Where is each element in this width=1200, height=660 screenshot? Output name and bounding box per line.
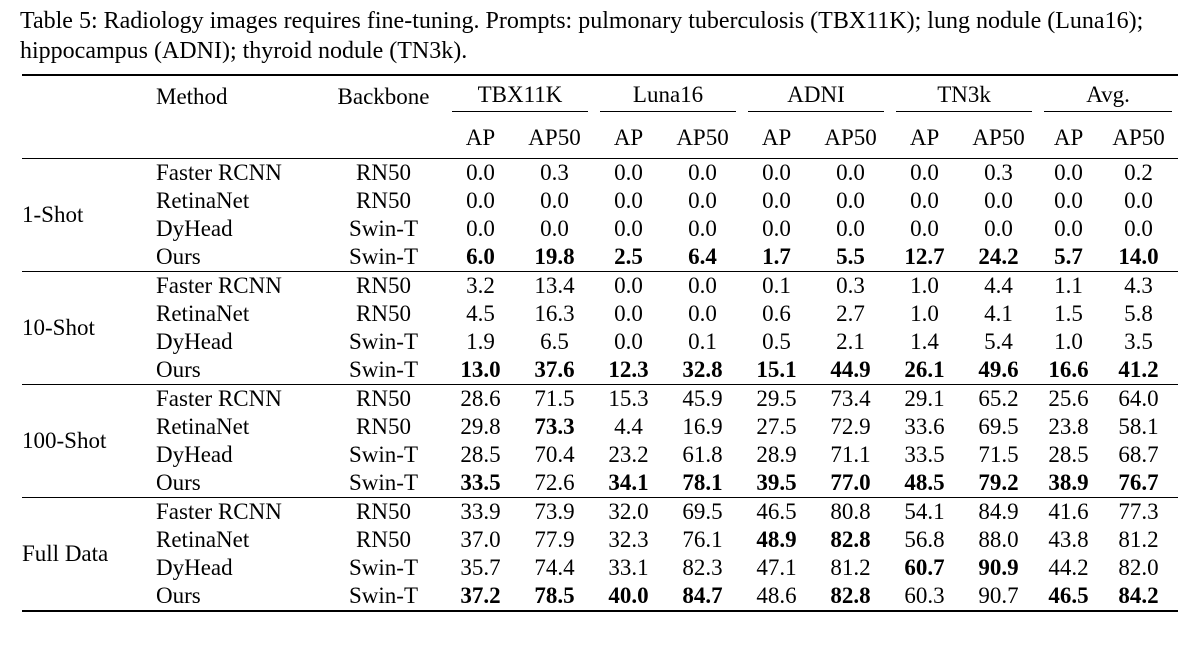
header-metric: AP50 [959,118,1038,159]
value-cell: 82.8 [830,527,871,552]
value-cell: 90.9 [978,555,1019,580]
value-cell: 64.0 [1118,386,1159,411]
value-cell: 4.3 [1124,273,1153,298]
value-cell: 0.0 [466,160,495,185]
value-cell: 24.2 [959,243,1038,272]
header-metric: AP [1038,118,1099,159]
method-cell: RetinaNet [156,188,250,213]
value-cell: 29.8 [460,414,501,439]
backbone-cell: Swin-T [321,469,446,498]
value-cell: 0.0 [1124,188,1153,213]
value-cell: 12.7 [890,243,959,272]
method-cell: Faster RCNN [156,386,282,411]
value-cell: 37.6 [515,356,594,385]
value-cell: 3.5 [1124,329,1153,354]
value-cell: 28.6 [460,386,501,411]
value-cell: 45.9 [682,386,723,411]
value-cell: 77.3 [1118,499,1159,524]
method-cell: Ours [156,469,321,498]
table-row [22,498,1178,527]
value-cell: 54.1 [904,499,945,524]
header-metric: AP [742,118,811,159]
value-cell: 6.5 [540,329,569,354]
value-cell: 84.7 [663,582,742,611]
value-cell: 0.0 [910,188,939,213]
value-cell: 1.7 [742,243,811,272]
value-cell: 6.4 [663,243,742,272]
value-cell: 84.2 [1099,582,1178,611]
value-cell: 0.1 [688,329,717,354]
value-cell: 74.4 [534,555,575,580]
value-cell: 5.4 [984,329,1013,354]
value-cell: 1.0 [910,273,939,298]
table-row [22,243,1178,272]
value-cell: 73.9 [534,499,575,524]
value-cell: 26.1 [890,356,959,385]
value-cell: 27.5 [756,414,797,439]
value-cell: 0.0 [1054,160,1083,185]
method-cell: DyHead [156,442,233,467]
value-cell: 0.0 [762,216,791,241]
value-cell: 71.5 [534,386,575,411]
results-table [22,74,1178,612]
value-cell: 82.3 [682,555,723,580]
header-method: Method [156,75,321,118]
backbone-cell: Swin-T [349,555,418,580]
value-cell: 48.6 [742,582,811,611]
value-cell: 33.6 [904,414,945,439]
method-cell: Faster RCNN [156,499,282,524]
value-cell: 4.1 [984,301,1013,326]
value-cell: 0.0 [614,273,643,298]
value-cell: 28.5 [460,442,501,467]
group-full-data-label: Full Data [22,498,156,612]
backbone-cell: RN50 [356,527,411,552]
backbone-cell: RN50 [356,273,411,298]
value-cell: 58.1 [1118,414,1159,439]
value-cell: 16.9 [682,414,723,439]
value-cell: 41.2 [1099,356,1178,385]
header-dataset-luna16: Luna16 [594,75,742,118]
value-cell: 46.5 [756,499,797,524]
value-cell: 5.7 [1038,243,1099,272]
value-cell: 73.3 [534,414,575,439]
header-metric: AP [890,118,959,159]
table-row [22,272,1178,301]
value-cell: 61.8 [682,442,723,467]
value-cell: 0.0 [688,273,717,298]
value-cell: 0.0 [1124,216,1153,241]
value-cell: 19.8 [515,243,594,272]
value-cell: 71.5 [978,442,1019,467]
value-cell: 0.0 [614,301,643,326]
value-cell: 69.5 [978,414,1019,439]
value-cell: 33.1 [608,555,649,580]
value-cell: 73.4 [830,386,871,411]
value-cell: 0.0 [910,160,939,185]
value-cell: 69.5 [682,499,723,524]
value-cell: 33.9 [460,499,501,524]
value-cell: 1.5 [1054,301,1083,326]
table-row [22,469,1178,498]
value-cell: 82.8 [811,582,890,611]
header-metric: AP [446,118,515,159]
value-cell: 0.0 [614,160,643,185]
value-cell: 44.9 [811,356,890,385]
value-cell: 0.0 [688,216,717,241]
method-cell: DyHead [156,216,233,241]
value-cell: 13.0 [446,356,515,385]
value-cell: 76.7 [1099,469,1178,498]
value-cell: 32.0 [608,499,649,524]
value-cell: 25.6 [1048,386,1089,411]
value-cell: 2.1 [836,329,865,354]
value-cell: 28.5 [1048,442,1089,467]
value-cell: 4.5 [466,301,495,326]
value-cell: 65.2 [978,386,1019,411]
backbone-cell: Swin-T [349,329,418,354]
value-cell: 60.3 [890,582,959,611]
value-cell: 88.0 [978,527,1019,552]
value-cell: 15.1 [742,356,811,385]
value-cell: 1.0 [1054,329,1083,354]
table-row [22,356,1178,385]
value-cell: 0.2 [1124,160,1153,185]
value-cell: 1.0 [910,301,939,326]
value-cell: 1.9 [466,329,495,354]
value-cell: 0.0 [984,188,1013,213]
header-spacer [22,75,156,118]
value-cell: 40.0 [594,582,663,611]
value-cell: 0.0 [614,216,643,241]
method-cell: DyHead [156,329,233,354]
table-row [22,413,1178,441]
group-1-shot-label: 1-Shot [22,159,156,272]
value-cell: 80.8 [830,499,871,524]
header-metric: AP50 [1099,118,1178,159]
value-cell: 78.1 [663,469,742,498]
value-cell: 6.0 [446,243,515,272]
value-cell: 12.3 [594,356,663,385]
value-cell: 29.1 [904,386,945,411]
table-caption: Table 5: Radiology images requires fine-tuning. Prompts: pulmonary tuberculosis (TBX11K); lung nodule (Luna16); hippocampus (ADNI); thyroid nodule (TN3k). [20,8,1144,64]
value-cell: 4.4 [614,414,643,439]
table-row [22,441,1178,469]
value-cell: 0.0 [688,160,717,185]
backbone-cell: Swin-T [349,216,418,241]
value-cell: 77.9 [534,527,575,552]
backbone-cell: RN50 [356,160,411,185]
table-row [22,385,1178,414]
value-cell: 2.5 [594,243,663,272]
value-cell: 39.5 [742,469,811,498]
backbone-cell: Swin-T [349,442,418,467]
method-cell: RetinaNet [156,527,250,552]
value-cell: 0.0 [1054,188,1083,213]
value-cell: 0.0 [836,188,865,213]
method-cell: Faster RCNN [156,160,282,185]
value-cell: 0.3 [984,160,1013,185]
backbone-cell: Swin-T [321,243,446,272]
value-cell: 82.0 [1118,555,1159,580]
value-cell: 33.5 [904,442,945,467]
value-cell: 60.7 [904,555,945,580]
value-cell: 46.5 [1038,582,1099,611]
value-cell: 32.8 [663,356,742,385]
method-cell: Faster RCNN [156,273,282,298]
value-cell: 3.2 [466,273,495,298]
value-cell: 43.8 [1048,527,1089,552]
table-row [22,554,1178,582]
value-cell: 0.6 [762,301,791,326]
value-cell: 0.0 [836,160,865,185]
value-cell: 0.0 [540,188,569,213]
backbone-cell: RN50 [356,386,411,411]
header-metric: AP50 [811,118,890,159]
header-metric: AP50 [515,118,594,159]
value-cell: 37.0 [460,527,501,552]
table-row [22,582,1178,611]
value-cell: 49.6 [959,356,1038,385]
value-cell: 1.1 [1054,273,1083,298]
value-cell: 5.8 [1124,301,1153,326]
value-cell: 13.4 [534,273,575,298]
value-cell: 0.0 [614,329,643,354]
value-cell: 0.0 [688,188,717,213]
value-cell: 2.7 [836,301,865,326]
backbone-cell: RN50 [356,499,411,524]
table-header [22,75,1178,159]
value-cell: 34.1 [594,469,663,498]
table-row [22,300,1178,328]
table-row [22,526,1178,554]
value-cell: 4.4 [984,273,1013,298]
value-cell: 37.2 [446,582,515,611]
value-cell: 0.1 [762,273,791,298]
value-cell: 0.0 [984,216,1013,241]
header-backbone: Backbone [321,75,446,118]
value-cell: 23.8 [1048,414,1089,439]
value-cell: 16.6 [1038,356,1099,385]
header-dataset-avg: Avg. [1038,75,1178,118]
value-cell: 90.7 [959,582,1038,611]
value-cell: 56.8 [904,527,945,552]
header-dataset-tn3k: TN3k [890,75,1038,118]
method-cell: Ours [156,243,321,272]
table-row [22,215,1178,243]
value-cell: 0.0 [762,160,791,185]
value-cell: 71.1 [830,442,871,467]
value-cell: 72.6 [515,469,594,498]
value-cell: 0.0 [762,188,791,213]
table-body [22,159,1178,612]
value-cell: 48.9 [756,527,797,552]
table-row [22,159,1178,188]
value-cell: 0.0 [466,188,495,213]
table-row [22,328,1178,356]
value-cell: 84.9 [978,499,1019,524]
value-cell: 81.2 [830,555,871,580]
value-cell: 35.7 [460,555,501,580]
value-cell: 68.7 [1118,442,1159,467]
backbone-cell: RN50 [356,301,411,326]
value-cell: 16.3 [534,301,575,326]
value-cell: 5.5 [811,243,890,272]
value-cell: 0.0 [540,216,569,241]
value-cell: 41.6 [1048,499,1089,524]
value-cell: 0.3 [836,273,865,298]
header-metric: AP50 [663,118,742,159]
value-cell: 79.2 [959,469,1038,498]
value-cell: 47.1 [756,555,797,580]
value-cell: 15.3 [608,386,649,411]
value-cell: 0.0 [910,216,939,241]
value-cell: 77.0 [811,469,890,498]
value-cell: 0.0 [466,216,495,241]
value-cell: 44.2 [1048,555,1089,580]
value-cell: 81.2 [1118,527,1159,552]
method-cell: Ours [156,582,321,611]
value-cell: 23.2 [608,442,649,467]
value-cell: 14.0 [1099,243,1178,272]
value-cell: 0.0 [836,216,865,241]
backbone-cell: Swin-T [321,582,446,611]
value-cell: 72.9 [830,414,871,439]
value-cell: 29.5 [756,386,797,411]
value-cell: 70.4 [534,442,575,467]
method-cell: RetinaNet [156,414,250,439]
method-cell: DyHead [156,555,233,580]
value-cell: 38.9 [1038,469,1099,498]
value-cell: 0.0 [1054,216,1083,241]
value-cell: 48.5 [890,469,959,498]
value-cell: 78.5 [515,582,594,611]
value-cell: 0.0 [688,301,717,326]
value-cell: 0.5 [762,329,791,354]
header-dataset-tbx11k: TBX11K [446,75,594,118]
value-cell: 32.3 [608,527,649,552]
method-cell: RetinaNet [156,301,250,326]
method-cell: Ours [156,356,321,385]
value-cell: 1.4 [910,329,939,354]
value-cell: 0.0 [614,188,643,213]
value-cell: 0.3 [540,160,569,185]
value-cell: 76.1 [682,527,723,552]
backbone-cell: RN50 [356,414,411,439]
table-row [22,187,1178,215]
backbone-cell: RN50 [356,188,411,213]
group-10-shot-label: 10-Shot [22,272,156,385]
header-dataset-adni: ADNI [742,75,890,118]
header-metric: AP [594,118,663,159]
value-cell: 28.9 [756,442,797,467]
group-100-shot-label: 100-Shot [22,385,156,498]
value-cell: 33.5 [446,469,515,498]
backbone-cell: Swin-T [321,356,446,385]
